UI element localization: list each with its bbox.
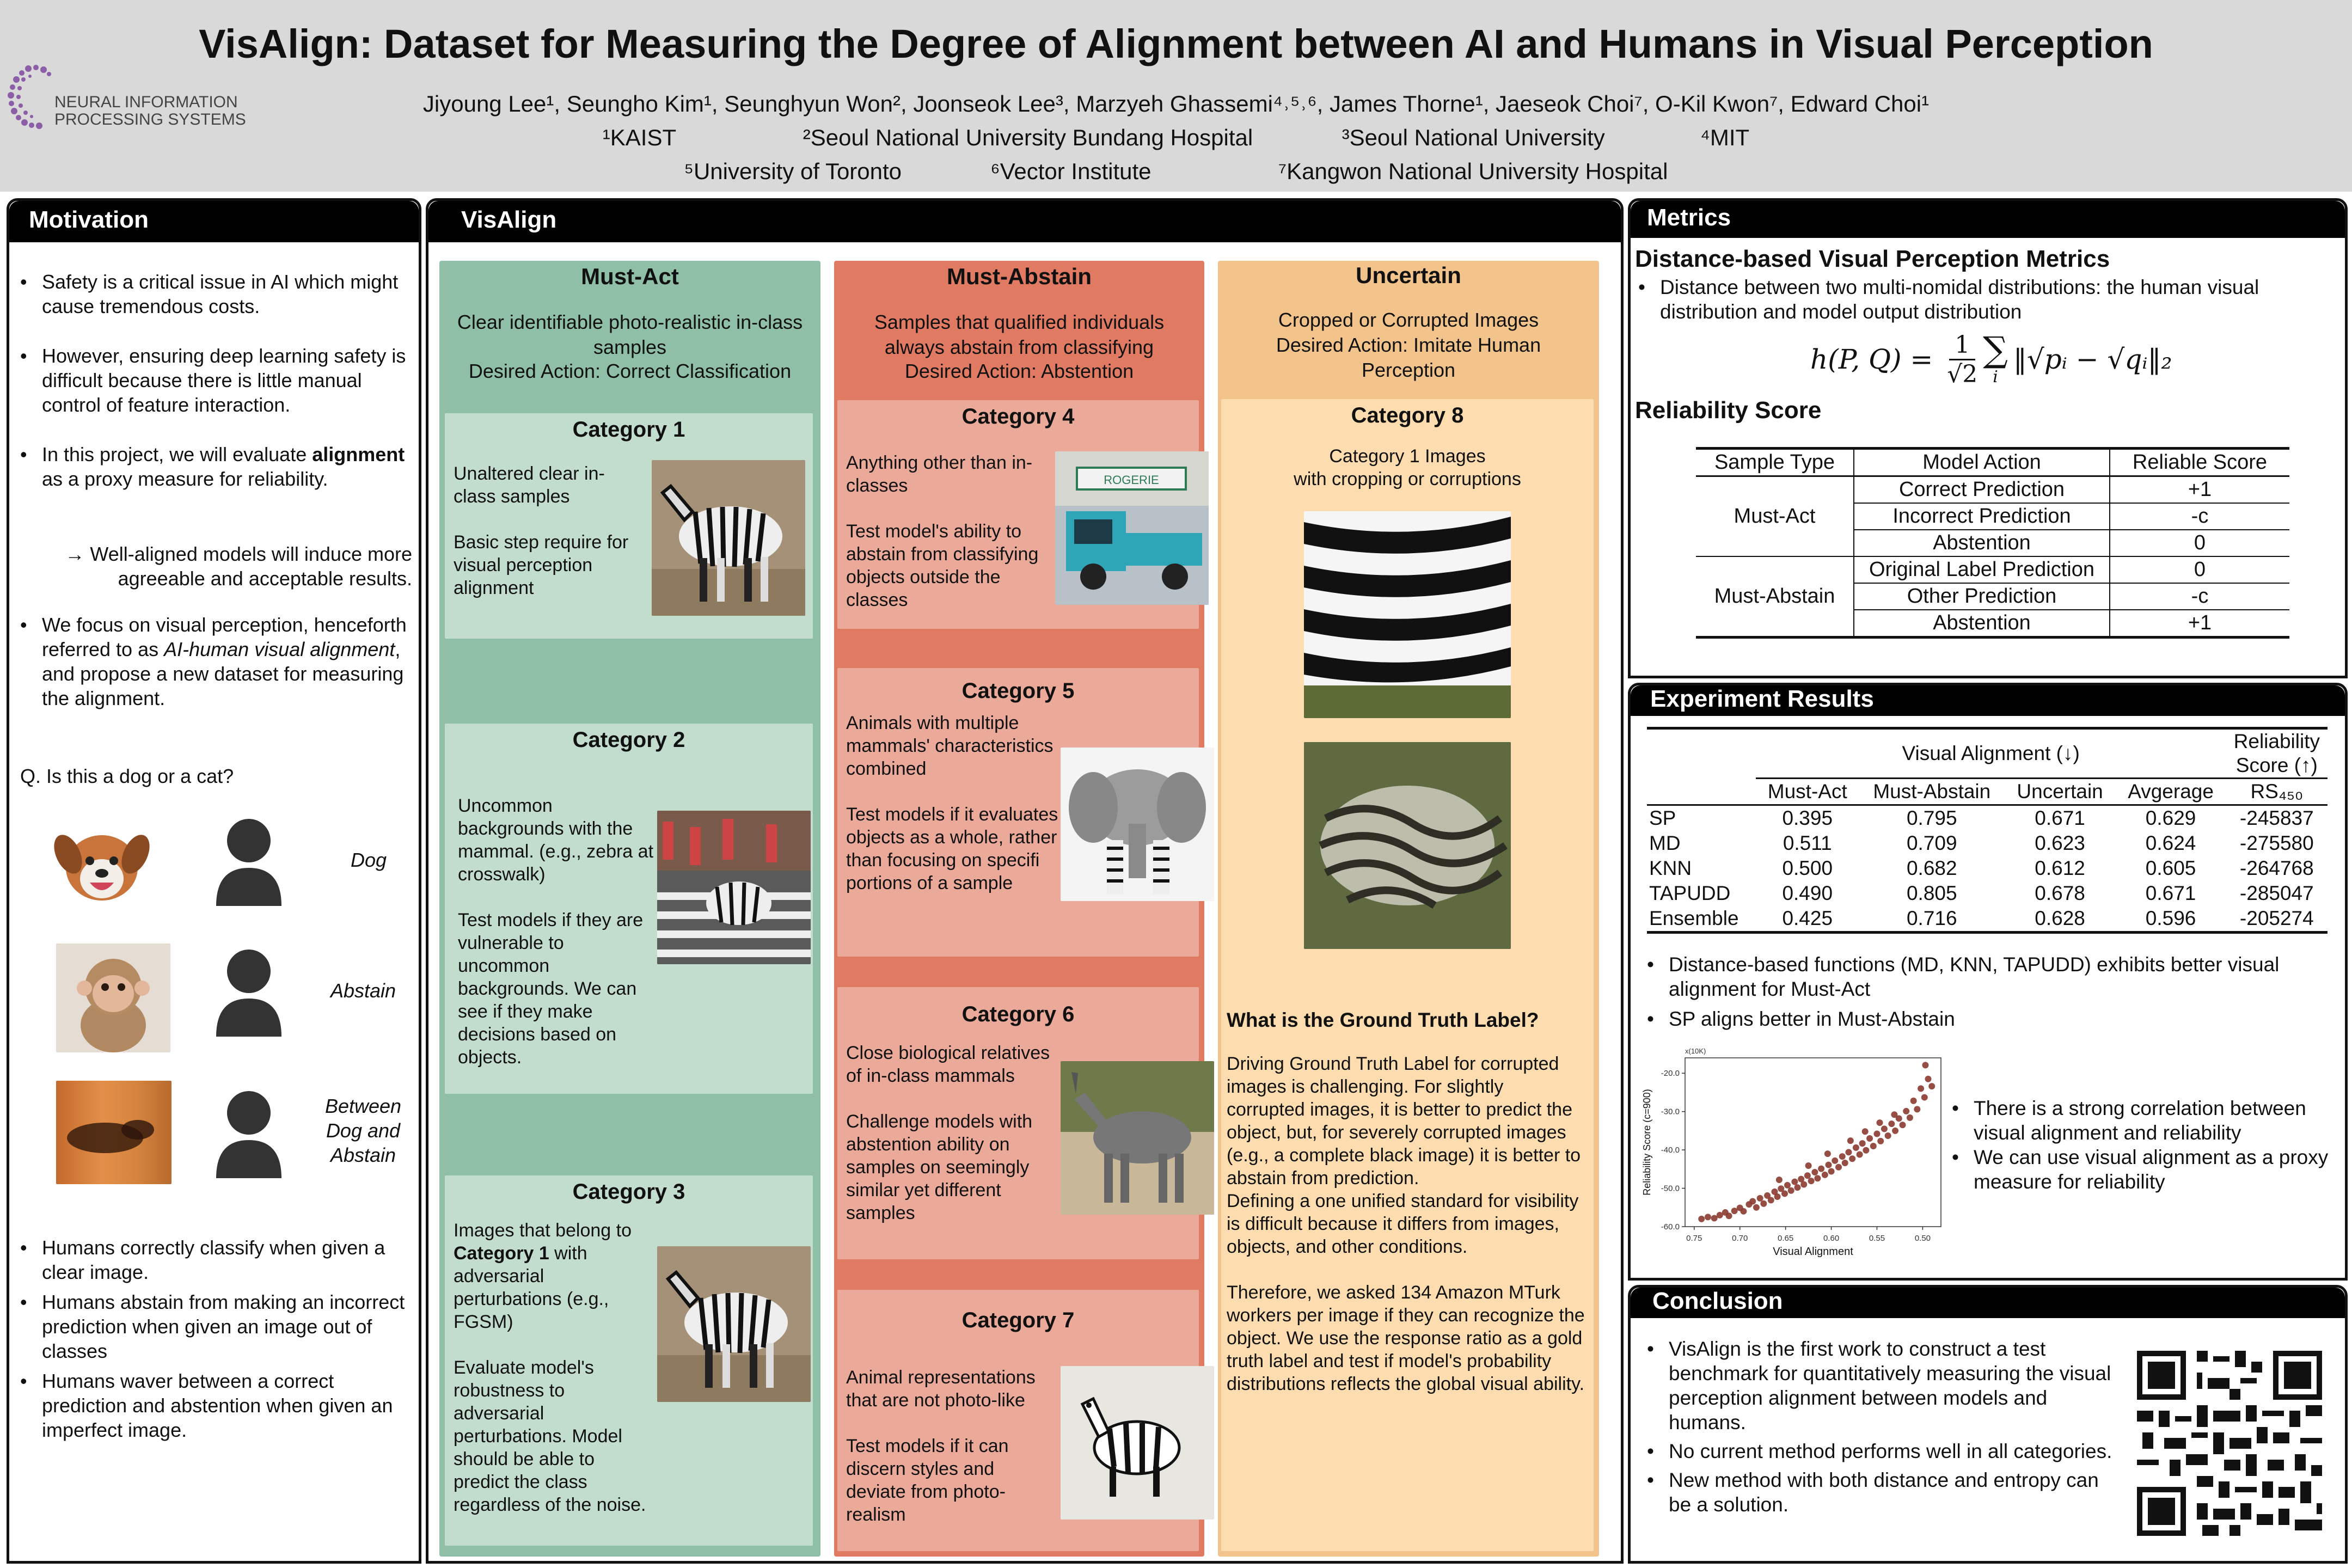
motivation-panel [7,198,421,1564]
scatter-point [1907,1114,1913,1121]
table-row [1647,831,2328,856]
human-behavior-bullets [20,1235,418,1442]
scatter-point [1757,1195,1763,1202]
scatter-point [1866,1135,1873,1142]
table-cell: 0.716 [1906,907,1957,929]
must-act-title: Must-Act [581,264,679,289]
table-row [1647,805,2328,831]
motivation-bullet: • Humans abstain from making an incorrect prediction when given an image out of classes [20,1290,418,1363]
text: , and propose a new dataset for measuring the alignment. [42,638,404,709]
motivation-bullets [20,270,412,491]
table-cell: 0.709 [1906,832,1957,854]
motivation-bullets-2 [20,612,412,710]
category-1-title: Category 1 [572,418,685,442]
conclusion-panel [1628,1285,2348,1564]
scatter-point [1760,1200,1767,1207]
table-empty-cell [1647,728,1756,779]
text-bold: alignment [312,443,405,465]
category-1-text: Unaltered clear in-class samples Basic step require for visual perception alignment [454,463,629,598]
table-header-row [1647,728,2328,779]
cropped-zebra-image [1304,511,1511,718]
table-cell: Other Prediction [1854,583,2110,610]
table-cell: 0.605 [2145,857,2196,879]
formula-sum [1983,329,2008,387]
category-3-text [454,1219,655,1516]
answer-between: Between Dog and Abstain [324,1095,402,1166]
table-cell: 0.596 [2145,907,2196,929]
metrics-bullets [1638,275,2341,324]
scatter-point [1705,1214,1711,1220]
affiliations-line-1: ¹KAIST ²Seoul National University Bundang Hospital ³Seoul National University ⁴MIT [602,125,1750,150]
answer-dog: Dog [350,849,387,871]
table-cell: 0.612 [2035,857,2085,879]
scatter-point [1740,1208,1747,1215]
gt-paragraph-2: Defining a one unified standard for visibility is difficult because it differs from images, objects, and other conditions. [1227,1191,1579,1257]
table-group-cell: Must-Act [1696,476,1854,557]
metrics-bullet: • Distance between two multi-nomidal distributions: the human visual distribution and model output distribution [1638,275,2341,324]
table-cell: 0.671 [2145,882,2196,904]
scatter-point [1857,1152,1863,1158]
scatter-point [1847,1137,1854,1144]
table-cell: 0.805 [1906,882,1957,904]
scatter-point [1776,1177,1783,1183]
scatter-point [1824,1150,1831,1157]
conclusion-bullets [1647,1337,2126,1517]
scatter-point [1885,1132,1891,1139]
table-header-row [1696,449,2289,476]
table-header: Reliable Score [2132,451,2268,474]
metrics-subheading: Distance-based Visual Perception Metrics [1635,246,2110,272]
zebra-image [652,460,805,616]
motivation-heading: Motivation [9,201,419,242]
scatter-point [1853,1144,1859,1151]
scatter-point [1788,1187,1794,1194]
table-cell: +1 [2188,611,2212,634]
scatter-point [1826,1162,1832,1168]
formula-denominator: √2 [1947,360,1978,388]
x-axis-label: Visual Alignment [1773,1246,1853,1258]
scatter-point [1891,1111,1897,1118]
table-cell: Original Label Prediction [1854,556,2110,583]
table-header: Avgerage [2128,780,2214,803]
table-cell: Abstention [1854,530,2110,556]
metrics-panel [1628,198,2348,678]
category-4-card [837,400,1199,629]
formula-numerator: 1 [1949,331,1975,360]
scatter-point [1814,1175,1821,1181]
scatter-point [1800,1181,1807,1188]
scatter-point [1862,1128,1869,1135]
qr-code[interactable] [2132,1345,2328,1541]
table-cell: SP [1649,807,1676,829]
poster-title: VisAlign: Dataset for Measuring the Degree of Alignment between AI and Humans in Visual Perception [199,21,2153,66]
text: Images that belong to [454,1220,632,1241]
category-2-title: Category 2 [572,728,685,752]
must-act-action: Desired Action: Correct Classification [468,360,792,382]
elephant-zebra-image [1061,748,1214,901]
table-cell: -275580 [2239,832,2314,854]
motivation-bullet [20,612,412,710]
table-cell: KNN [1649,857,1692,879]
scatter-point [1849,1155,1855,1162]
y-tick-label: -30.0 [1661,1107,1680,1117]
table-cell: 0.425 [1782,907,1833,929]
category-8-card [1221,399,1594,1551]
scatter-point [1832,1157,1838,1164]
scatter-point [1922,1062,1928,1068]
x-tick-label: 0.75 [1686,1234,1702,1243]
scatter-point [1888,1120,1895,1127]
hellinger-formula [1810,324,2172,395]
gt-title: What is the Ground Truth Label? [1227,1009,1539,1031]
table-cell: 0.490 [1782,882,1833,904]
table-cell: -c [2191,505,2209,528]
formula-fraction [1947,331,1977,388]
person-icon [213,947,284,1039]
text: as a proxy measure for reliability. [42,468,328,490]
y-tick-label: -40.0 [1661,1146,1680,1155]
scatter-point [1903,1108,1909,1114]
gt-paragraph-1: Driving Ground Truth Label for corrupted images is challenging. For slightly corrupted images, it is better to predict the object, but, for severely corrupted images (e.g., a complete black image) it is better to abstain from prediction. [1227,1054,1581,1189]
x-tick-label: 0.70 [1732,1234,1748,1243]
category-8-title: Category 8 [1351,403,1464,427]
scatter-point [1874,1131,1881,1137]
scatter-point [1842,1160,1848,1166]
category-5-text: Animals with multiple mammals' characteristics combined Test models if it evaluates objects as a whole, rather than focusing on specifi portions of a sample [846,713,1058,893]
scatter-point [1805,1162,1812,1169]
table-cell: 0.395 [1782,807,1833,829]
formula-lhs: h(P, Q) = [1810,344,1942,375]
x-tick-label: 0.55 [1869,1234,1885,1243]
text-bold: Category 1 [454,1243,549,1264]
table-cell: -205274 [2239,907,2314,929]
must-abstain-column [834,261,1204,1557]
category-6-title: Category 6 [961,1002,1075,1026]
adversarial-zebra-image [657,1246,811,1402]
table-row [1696,556,2289,583]
table-row [1647,856,2328,881]
x-tick-label: 0.60 [1823,1234,1840,1243]
scatter-point [1781,1190,1788,1197]
truck-image [1055,451,1209,605]
category-1-card [445,413,813,639]
table-cell: 0.682 [1906,857,1957,879]
results-heading: Experiment Results [1631,685,2345,716]
scatter-point [1859,1140,1866,1147]
category-5-card [837,668,1199,957]
formula-rhs: ‖√pᵢ − √qᵢ‖₂ [2013,344,2172,375]
logo-text: NEURAL INFORMATION PROCESSING SYSTEMS [54,93,246,128]
rs-header: Reliability Score (↑) [2233,730,2320,776]
affiliations-line-2: ⁵University of Toronto ⁶Vector Institute ⁷Kangwon National University Hospital [684,158,1668,184]
table-cell: -c [2191,585,2209,608]
scatter-point [1768,1197,1774,1203]
results-bullet: • Distance-based functions (MD, KNN, TAPUDD) exhibits better visual alignment for Must-Act [1647,952,2338,1001]
category-4-text: Anything other than in-classes Test model's ability to abstain from classifying objects outside the classes [846,452,1039,610]
motivation-bullet [20,442,412,491]
scatter-point [1811,1169,1818,1175]
table-header: Must-Act [1767,780,1847,803]
category-8-text: Category 1 Images with cropping or corruptions [1294,446,1521,489]
scatter-point [1839,1153,1846,1160]
scatter-point [1726,1212,1732,1219]
zebra-drawing-image [1061,1366,1214,1520]
scatter-point [1808,1178,1815,1184]
poster-header [0,0,2352,192]
motivation-bullet: • Humans waver between a correct prediction and abstention when given an imperfect image. [20,1369,418,1442]
category-3-card [445,1175,813,1546]
results-table [1647,727,2328,934]
table-cell: 0.500 [1782,857,1833,879]
scatter-point [1774,1193,1781,1200]
plot-area [1685,1058,1941,1227]
scatter-point [1921,1094,1928,1101]
correlation-bullets [1952,1096,2344,1194]
must-abstain-desc: Samples that qualified individuals always abstain from classifying [874,311,1165,358]
results-panel [1628,683,2348,1281]
scatter-point [1804,1172,1811,1179]
table-header: Uncertain [2017,780,2103,803]
author-block [0,87,2352,188]
table-header: Sample Type [1696,449,1854,476]
reliability-subheading: Reliability Score [1635,397,1822,424]
table-cell: 0.623 [2035,832,2085,854]
results-bullet: • SP aligns better in Must-Abstain [1647,1007,2338,1031]
scatter-point [1910,1098,1917,1104]
table-cell: Incorrect Prediction [1854,503,2110,530]
scatter-point [1791,1179,1798,1185]
y-tick-label: -50.0 [1661,1184,1680,1193]
category-6-text: Close biological relatives of in-class mammals Challenge models with abstention ability on samples on seemingly similar yet different samples [846,1043,1050,1223]
category-2-card [445,724,813,1094]
category-7-card [837,1290,1199,1551]
scatter-point [1877,1138,1884,1144]
category-7-text: Animal representations that are not photo-like Test models if it can discern styles and deviate from photo-realism [846,1367,1036,1525]
conclusion-heading: Conclusion [1631,1288,2345,1318]
table-cell: -264768 [2239,857,2314,879]
text: In this project, we will evaluate [42,443,313,465]
scatter-point [1828,1168,1835,1175]
person-icon [213,816,284,909]
table-cell: 0 [2194,558,2206,581]
table-header: Model Action [1854,449,2110,476]
table-cell: 0.511 [1783,832,1832,854]
authors-line: Jiyoung Lee¹, Seungho Kim¹, Seunghyun Won², Joonseok Lee³, Marzyeh Ghassemi⁴˒⁵˒⁶, James Thorne¹, Jaeseok Choi⁷, O-Kil Kwon⁷, Edward Choi¹ [422,91,1930,117]
corrupted-zebra-image [1304,742,1511,949]
category-7-title: Category 7 [961,1308,1075,1332]
uncertain-desc: Cropped or Corrupted Images [1278,309,1539,331]
table-cell: 0.629 [2145,807,2196,829]
scatter-point [1918,1085,1924,1092]
scatter-point [1925,1076,1932,1082]
scatter-point [1711,1215,1718,1222]
va-header: Visual Alignment (↓) [1756,728,2226,779]
motivation-bullet: • Safety is a critical issue in AI which might cause tremendous costs. [20,270,412,318]
must-act-desc: Clear identifiable photo-realistic in-class samples [457,311,803,358]
table-cell: TAPUDD [1649,882,1731,904]
must-abstain-action: Desired Action: Abstention [904,360,1134,382]
y-tick-label: -60.0 [1661,1222,1680,1232]
uncertain-action: Desired Action: Imitate Human Perception [1276,334,1541,381]
table-cell: Abstention [1854,610,2110,638]
visalign-panel [426,198,1624,1564]
metrics-heading: Metrics [1631,201,2345,238]
table-subheader-row [1647,779,2328,805]
scatter-point [1835,1164,1842,1171]
formula-sigma: ∑ [1983,329,2008,370]
text-italic: AI-human visual alignment [164,638,395,660]
results-bullet: • There is a strong correlation between visual alignment and reliability [1952,1096,2344,1145]
category-5-title: Category 5 [961,679,1075,703]
table-cell: -285047 [2239,882,2314,904]
formula-index: i [1993,367,1998,387]
blurred-image [56,1081,171,1184]
table-group-cell: Must-Abstain [1696,556,1854,638]
motivation-bullet: • Humans correctly classify when given a clear image. [20,1235,418,1284]
results-bullet: • We can use visual alignment as a proxy measure for reliability [1952,1145,2344,1194]
table-cell: 0.795 [1906,807,1957,829]
motivation-arrow-line: → Well-aligned models will induce more agreeable and acceptable results. [65,543,412,590]
category-3-title: Category 3 [572,1180,685,1204]
results-bullets [1647,952,2338,1031]
zebra-crosswalk-image [657,811,811,964]
scatter-point [1900,1122,1906,1128]
scatter-point [1784,1182,1791,1189]
must-abstain-title: Must-Abstain [947,264,1092,289]
gt-paragraph-3: Therefore, we asked 134 Amazon MTurk workers per image if they can recognize the object. We use the response ratio as a gold truth label and test if model's probability distributions reflects the global visual ability. [1227,1282,1585,1394]
x-tick-label: 0.65 [1778,1234,1794,1243]
table-header: Must-Abstain [1873,780,1991,803]
category-2-text: Uncommon backgrounds with the mammal. (e.g., zebra at crosswalk) Test models if they are vulnerable to uncommon backgrounds. We can see if they make decisions based on objects. [458,795,654,1068]
text: We focus on visual perception, henceforth referred to as [42,614,407,660]
table-cell: MD [1649,832,1681,854]
scatter-point [1845,1149,1852,1155]
scatter-point [1914,1106,1920,1112]
truck-sign-text: ROGERIE [1104,473,1159,487]
category-4-title: Category 4 [961,405,1075,428]
scatter-chart [1636,1036,1957,1265]
table-row [1696,476,2289,504]
monkey-image [56,944,170,1052]
table-cell: +1 [2188,478,2212,501]
table-row [1647,906,2328,933]
uncertain-column [1218,261,1599,1557]
motivation-bullet: • However, ensuring deep learning safety is difficult because there is little manual control of feature interaction. [20,344,412,417]
table-cell: Ensemble [1649,907,1739,929]
x-tick-label: 0.50 [1914,1234,1931,1243]
scatter-point [1753,1204,1760,1211]
person-icon [213,1088,284,1181]
y-axis-label: Reliability Score (c=900) [1641,1089,1652,1196]
scatter-point [1794,1184,1800,1191]
visalign-heading: VisAlign [428,201,1621,242]
scatter-point [1749,1198,1756,1205]
y-multiplier-label: x(10K) [1685,1047,1706,1055]
dog-image [47,816,156,909]
table-empty-cell [1647,779,1756,805]
must-act-column [439,261,820,1557]
table-cell: 0.628 [2035,907,2085,929]
y-tick-label: -20.0 [1661,1069,1680,1079]
donkey-image [1061,1061,1214,1215]
conclusion-bullet: • No current method performs well in all categories. [1647,1439,2126,1463]
table-row [1647,881,2328,906]
scatter-point [1928,1083,1935,1089]
table-cell: -245837 [2239,807,2314,829]
table-header: RS₄₅₀ [2226,779,2328,805]
table-cell: 0 [2194,531,2206,554]
scatter-point [1698,1216,1705,1222]
scatter-point [1731,1208,1738,1214]
scatter-point [1818,1166,1824,1172]
question: Q. Is this a dog or a cat? [20,765,234,787]
text: with adversarial perturbations (e.g., FGSM) Evaluate model's robustness to adversarial perturbations. Model should be able to predict the class regardless of the noise. [454,1243,646,1515]
table-cell: 0.678 [2035,882,2085,904]
reliability-score-table [1696,447,2289,639]
scatter-point [1881,1125,1888,1132]
table-cell: 0.624 [2145,832,2196,854]
answer-abstain: Abstain [330,979,396,1002]
scatter-point [1870,1143,1877,1149]
scatter-point [1877,1119,1883,1126]
scatter-point [1822,1172,1828,1178]
category-6-card [837,987,1199,1259]
uncertain-title: Uncertain [1356,262,1461,288]
table-cell: Correct Prediction [1854,476,2110,504]
table-cell: 0.671 [2035,807,2085,829]
scatter-point [1863,1147,1869,1154]
scatter-point [1892,1128,1898,1134]
conclusion-bullet: • New method with both distance and entropy can be a solution. [1647,1468,2126,1517]
conclusion-bullet: • VisAlign is the first work to construct a test benchmark for quantitatively measuring the visual perception alignment between models and humans. [1647,1337,2126,1435]
